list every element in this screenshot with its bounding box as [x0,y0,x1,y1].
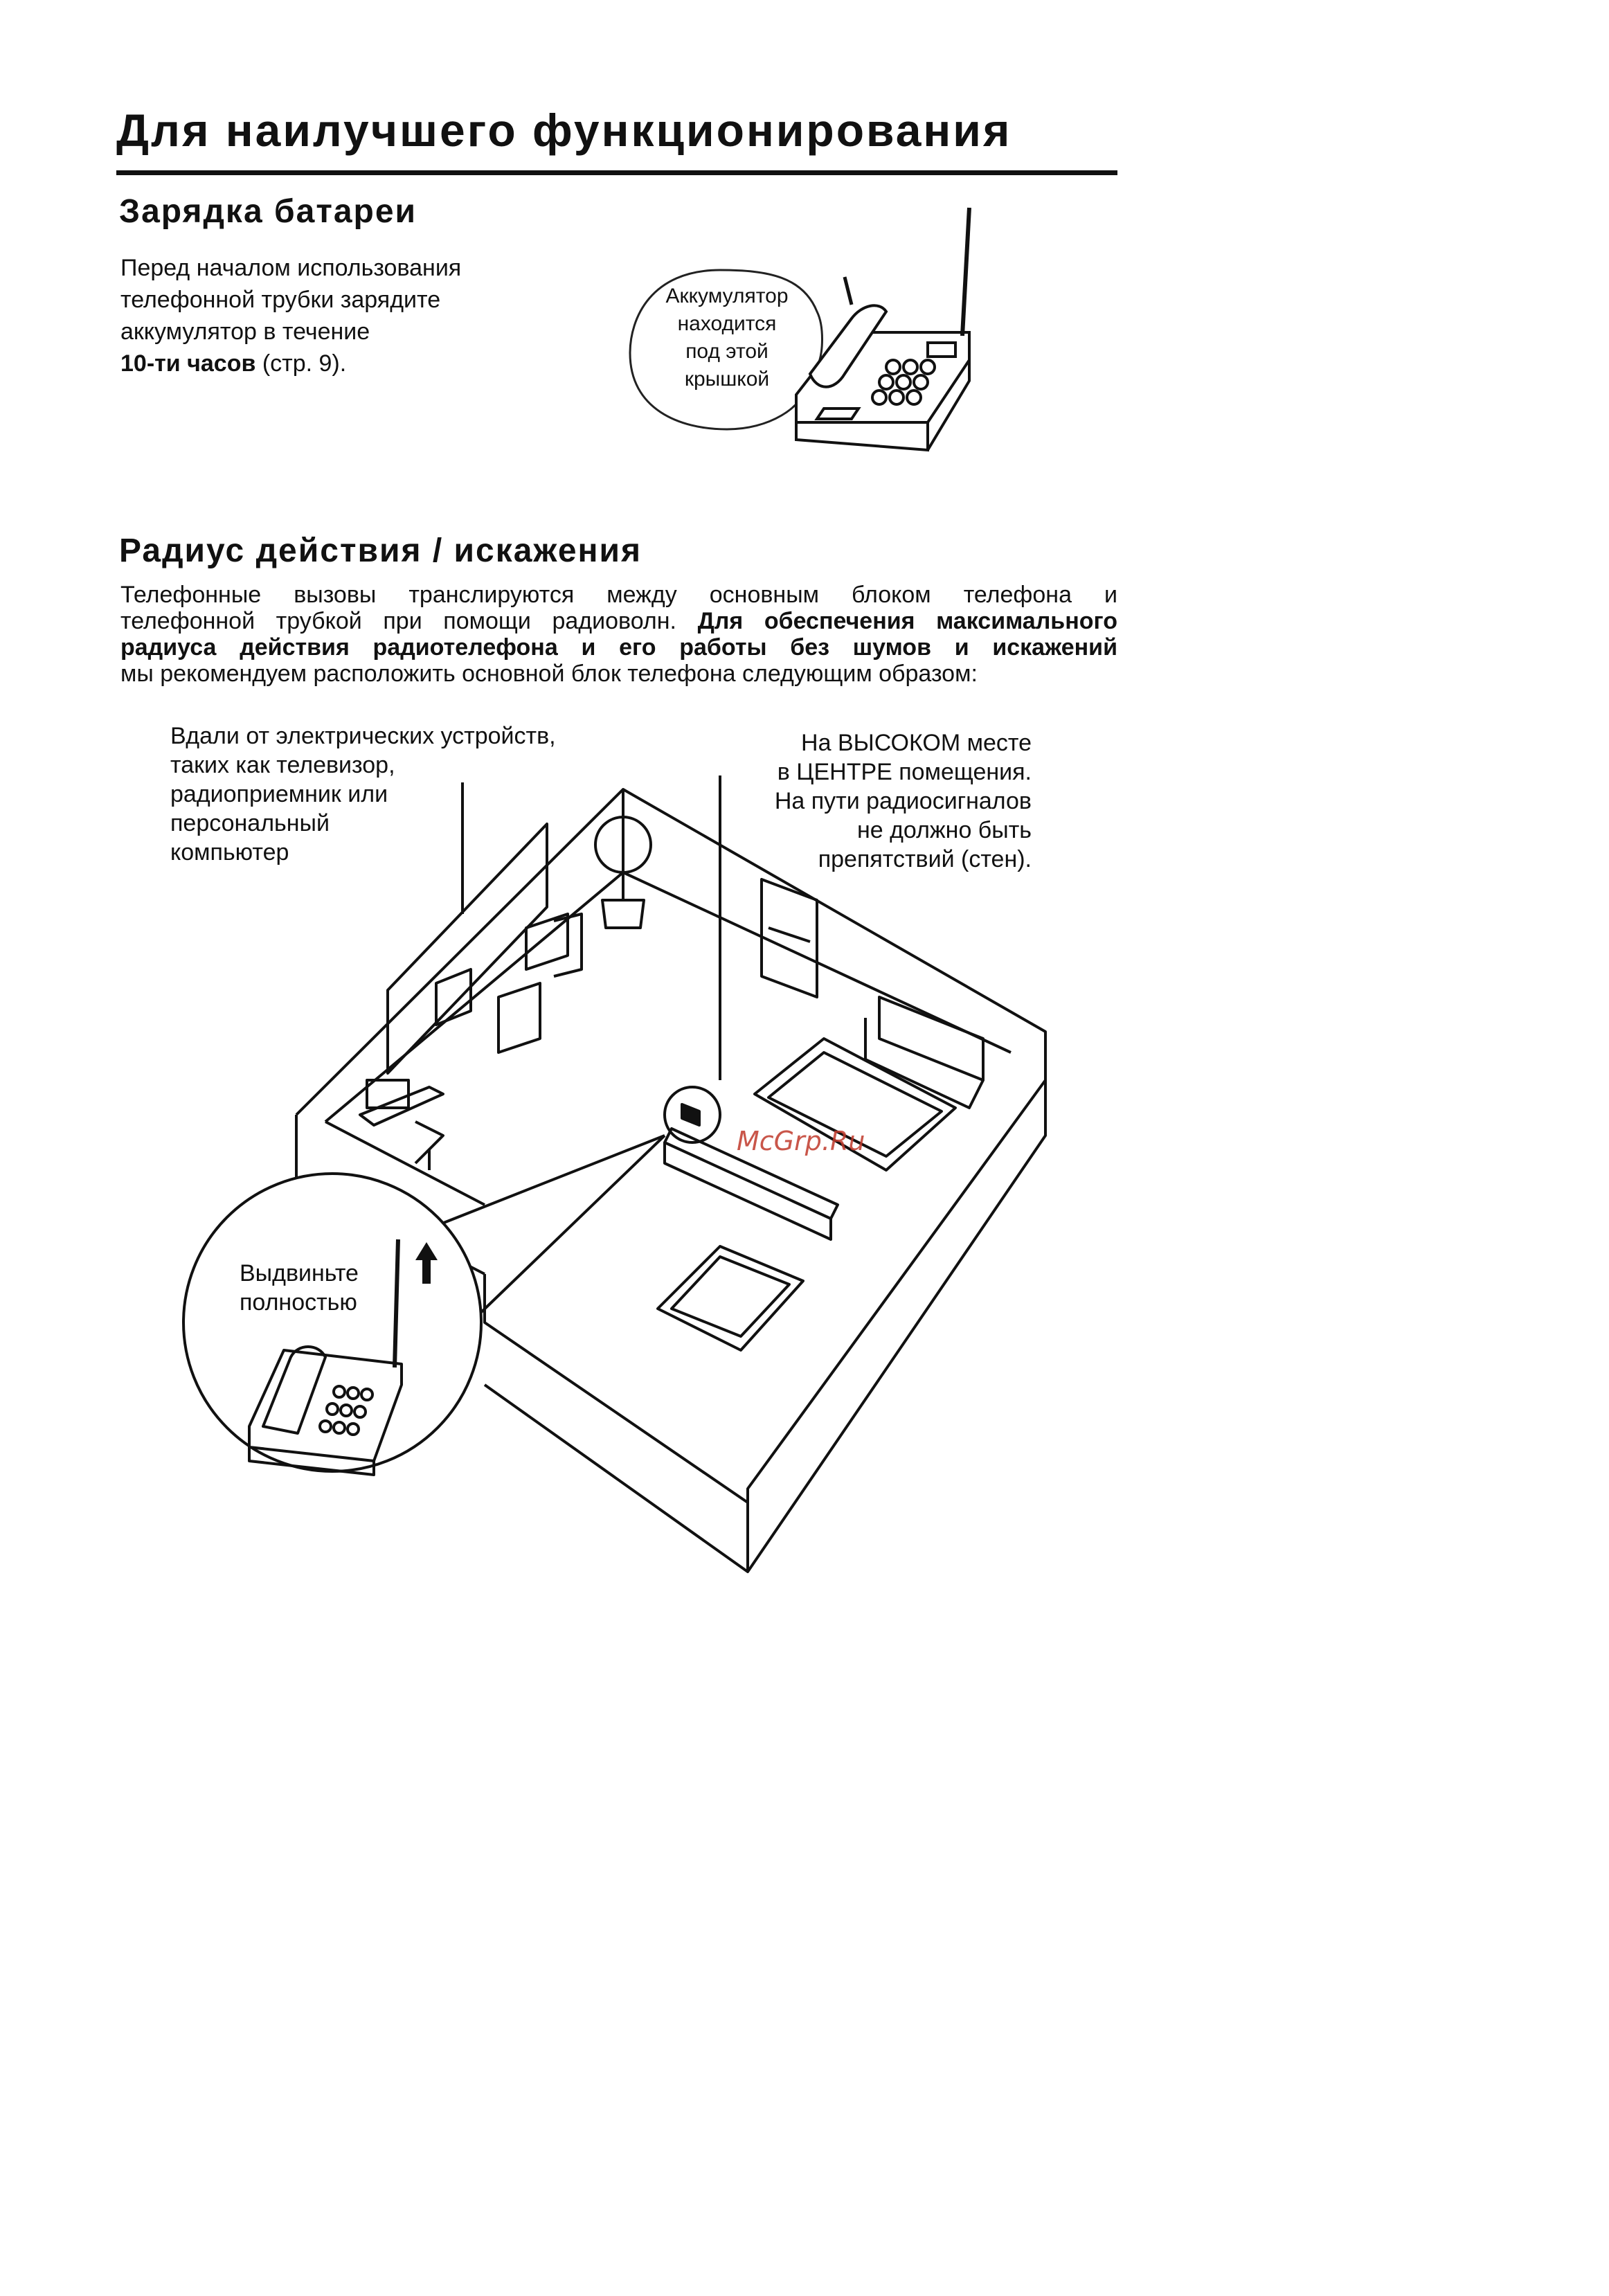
arrow-up-icon [413,1241,440,1285]
range-heading: Радиус действия / искажения [119,532,642,569]
battery-line-1: Перед началом использования [120,255,462,281]
away-line-3: радиоприемник или [170,781,388,807]
battery-line-3: аккумулятор в течение [120,319,370,345]
page-title: Для наилучшего функционирования [116,105,1012,156]
range-line-4: мы рекомендуем расположить основной блок телефона следующим образом: [120,661,978,687]
extend-line-1: Выдвиньте [240,1260,359,1286]
bubble-line-1: Аккумулятор [665,285,789,307]
high-line-2: в ЦЕНТРЕ помещения. [777,759,1032,785]
high-line-4: не должно быть [856,817,1032,843]
bubble-line-2: находится [677,312,777,335]
high-line-1: На ВЫСОКОМ месте [801,730,1032,756]
away-line-5: компьютер [170,839,289,866]
extend-line-2: полностью [240,1289,357,1316]
high-line-3: На пути радиосигналов [774,788,1032,814]
callout-extend [240,1259,359,1317]
range-line-3-bold: радиуса действия радиотелефона и его работы без шумов и искажений [120,634,1117,661]
bubble-line-3: под этой [685,340,768,363]
away-line-2: таких как телевизор, [170,752,395,778]
battery-heading: Зарядка батареи [119,193,417,230]
battery-line-2: телефонной трубки зарядите [120,287,441,313]
range-line-1: Телефонные вызовы транслируются между основным блоком телефона и [120,582,1117,608]
range-line-2-bold: Для обеспечения максимального [697,608,1117,634]
away-line-4: персональный [170,810,330,836]
bubble-line-4: крышкой [684,368,770,391]
battery-hours: 10-ти часов [120,350,256,377]
battery-page-ref: (стр. 9). [262,350,347,377]
range-line-2-normal: телефонной трубкой при помощи радиоволн. [120,608,676,634]
away-line-1: Вдали от электрических устройств, [170,723,556,749]
high-line-5: препятствий (стен). [818,846,1032,872]
watermark: McGrp.Ru [737,1126,865,1156]
